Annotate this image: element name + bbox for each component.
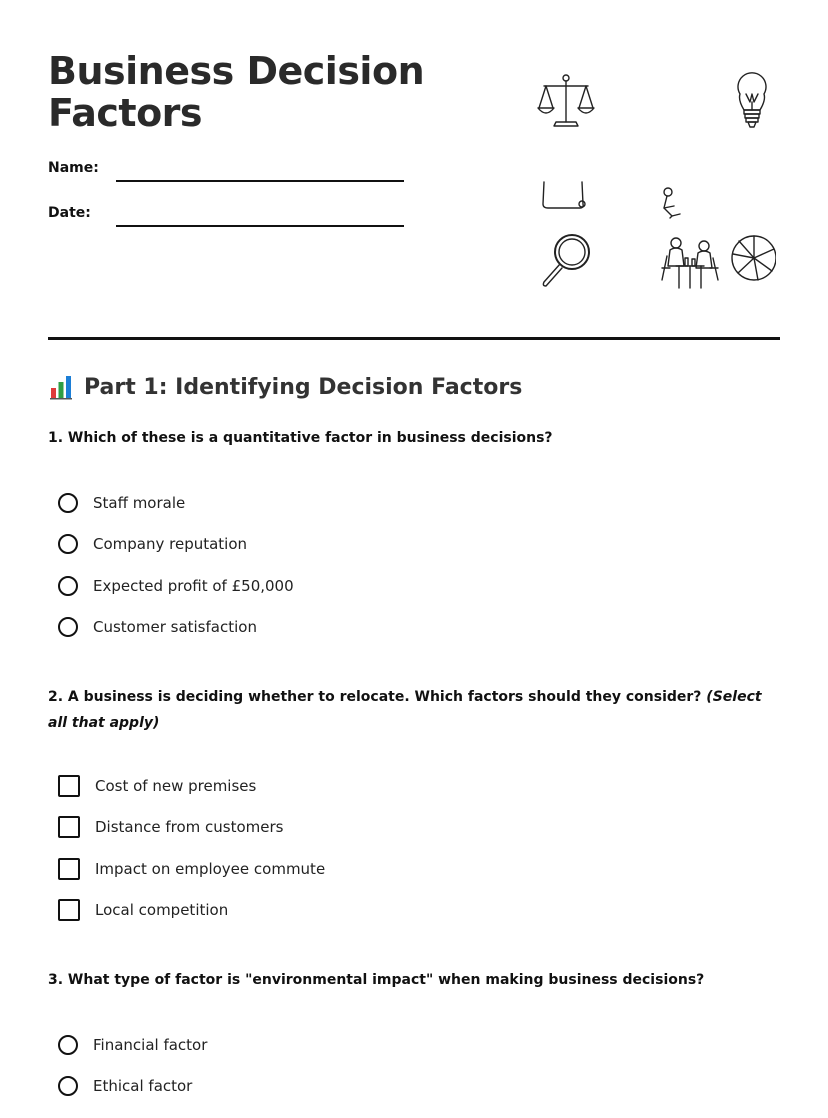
- checkbox[interactable]: [58, 899, 80, 921]
- option-label: Cost of new premises: [95, 777, 257, 795]
- worksheet-title: [48, 50, 424, 134]
- name-field-row: [48, 160, 408, 190]
- radio-button[interactable]: [58, 1035, 78, 1055]
- radio-button[interactable]: [58, 576, 78, 596]
- radio-button[interactable]: [58, 617, 78, 637]
- question-3-text: 3. What type of factor is "environmental impact" when making business decisions?: [48, 972, 705, 988]
- q1-option-3[interactable]: [58, 573, 294, 599]
- option-label: Staff morale: [93, 494, 186, 512]
- pie-chart-icon: [732, 236, 776, 280]
- option-label: Customer satisfaction: [93, 618, 257, 636]
- option-label: Distance from customers: [95, 818, 284, 836]
- q2-option-3[interactable]: [58, 856, 325, 882]
- checkbox[interactable]: [58, 775, 80, 797]
- name-label: Name:: [48, 160, 99, 176]
- q3-option-1[interactable]: [58, 1032, 207, 1058]
- option-label: Local competition: [95, 901, 229, 919]
- lightbulb-icon: [738, 73, 766, 127]
- question-2: [48, 684, 768, 736]
- option-label: Impact on employee commute: [95, 860, 326, 878]
- radio-button[interactable]: [58, 1076, 78, 1096]
- date-label: Date:: [48, 205, 91, 221]
- option-label: Ethical factor: [93, 1077, 193, 1095]
- title-line-2: Factors: [48, 91, 203, 135]
- question-1: [48, 425, 768, 451]
- question-2-text: 2. A business is deciding whether to relocate. Which factors should they consider?: [48, 689, 702, 705]
- worksheet-header: [48, 50, 780, 310]
- radio-button[interactable]: [58, 493, 78, 513]
- q2-option-2[interactable]: [58, 814, 283, 840]
- radio-button[interactable]: [58, 534, 78, 554]
- question-1-text: 1. Which of these is a quantitative factor in business decisions?: [48, 430, 553, 446]
- checkbox[interactable]: [58, 858, 80, 880]
- bag-icon: [543, 182, 585, 208]
- option-label: Expected profit of £50,000: [93, 577, 294, 595]
- q2-option-1[interactable]: [58, 773, 256, 799]
- q1-option-1[interactable]: [58, 490, 185, 516]
- checkbox[interactable]: [58, 816, 80, 838]
- magnifying-glass-icon: [543, 235, 589, 286]
- q1-option-4[interactable]: [58, 614, 257, 640]
- q2-option-4[interactable]: [58, 897, 228, 923]
- title-line-1: Business Decision: [48, 49, 425, 93]
- person-sketch-icon: [664, 188, 680, 218]
- date-field-row: [48, 205, 408, 235]
- people-meeting-icon: [662, 238, 718, 288]
- option-label: Company reputation: [93, 535, 248, 553]
- part-1-title: Part 1: Identifying Decision Factors: [84, 374, 523, 400]
- date-field[interactable]: [116, 225, 404, 227]
- name-field[interactable]: [116, 180, 404, 182]
- q3-option-2[interactable]: [58, 1073, 192, 1099]
- balance-scale-icon: [538, 75, 594, 126]
- option-label: Financial factor: [93, 1036, 208, 1054]
- q1-option-2[interactable]: [58, 531, 247, 557]
- part-1-heading: [48, 374, 522, 400]
- header-divider: [48, 337, 780, 340]
- question-3: [48, 967, 768, 993]
- bar-chart-icon: [48, 374, 74, 400]
- decision-illustrations: [536, 70, 776, 300]
- question-2-note: (Select all that apply): [48, 689, 762, 731]
